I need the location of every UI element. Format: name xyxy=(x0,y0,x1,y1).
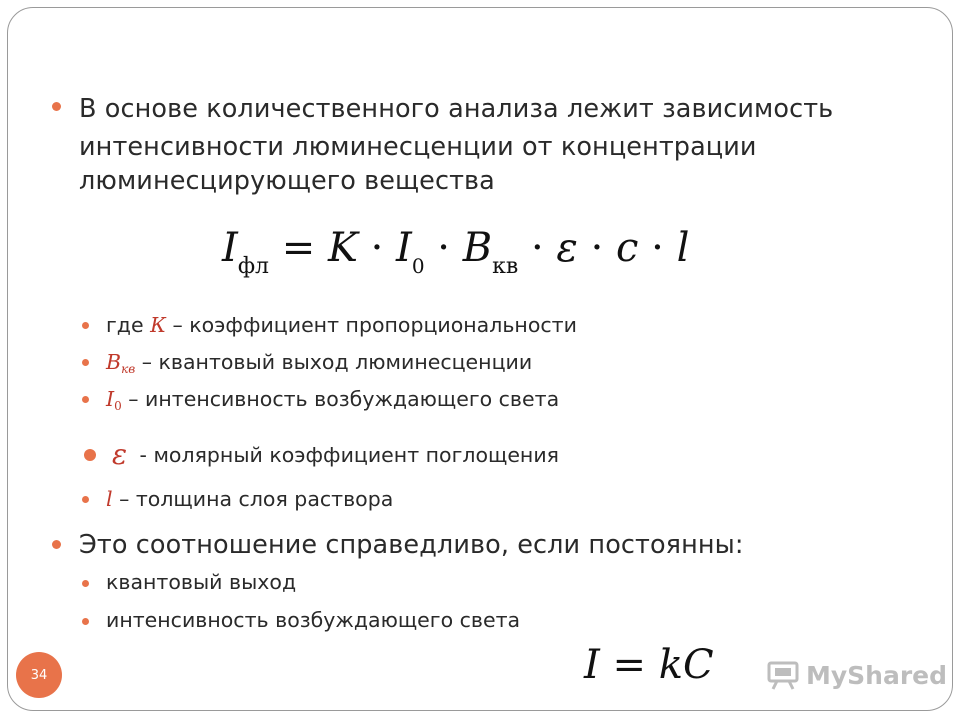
formula-I: I xyxy=(584,642,600,688)
presentation-icon xyxy=(766,658,800,692)
luminescence-formula xyxy=(222,225,689,279)
formula-B: B xyxy=(462,225,493,271)
formula-I0-sub: 0 xyxy=(411,254,425,278)
definition-symbol: К xyxy=(150,313,166,337)
bullet-dot xyxy=(82,396,89,403)
definition-symbol: В xyxy=(106,350,122,374)
definition-symbol: l xyxy=(106,487,113,511)
bullet-dot xyxy=(52,102,61,111)
definition-subscript: 0 xyxy=(114,399,122,413)
page-number-badge: 34 xyxy=(16,652,62,698)
condition-statement: Это соотношение справедливо, если постоянны: xyxy=(79,530,744,560)
main-statement-line-1: В основе количественного анализа лежит зависимость xyxy=(79,94,834,124)
definition-text: – интенсивность возбуждающего света xyxy=(121,387,560,411)
formula-I: I xyxy=(222,225,238,271)
bullet-dot xyxy=(84,449,96,461)
bullet-dot xyxy=(82,580,89,587)
formula-k: k xyxy=(658,642,684,688)
formula-dot: · xyxy=(357,225,397,271)
definition-text: - молярный коэффициент поглощения xyxy=(133,443,559,467)
definition-subscript: кв xyxy=(121,362,136,376)
formula-epsilon: ε xyxy=(556,225,578,271)
bullet-dot xyxy=(82,496,89,503)
condition-item: интенсивность возбуждающего света xyxy=(106,608,521,632)
bullet-dot xyxy=(82,618,89,625)
definition-item xyxy=(112,438,559,471)
proportionality-formula xyxy=(584,642,714,688)
formula-equals: = xyxy=(599,642,659,688)
main-statement xyxy=(79,90,833,200)
formula-l: l xyxy=(676,225,690,271)
watermark xyxy=(766,658,947,692)
definition-item xyxy=(106,311,577,339)
definition-text: – коэффициент пропорциональности xyxy=(165,313,577,337)
formula-dot: · xyxy=(424,225,463,271)
formula-dot: · xyxy=(518,225,557,271)
formula-I0: I xyxy=(396,225,412,271)
formula-c: c xyxy=(616,225,639,271)
formula-B-sub: кв xyxy=(492,254,519,279)
definition-symbol: I xyxy=(106,387,115,411)
condition-item: квантовый выход xyxy=(106,570,297,594)
formula-dot: · xyxy=(577,225,617,271)
formula-dot: · xyxy=(638,225,677,271)
bullet-dot xyxy=(82,359,89,366)
definition-text: – квантовый выход люминесценции xyxy=(135,350,533,374)
main-statement-line-2: интенсивности люминесценции от концентрации xyxy=(79,132,757,162)
definition-item xyxy=(106,485,393,513)
main-statement-line-3: люминесцирующего вещества xyxy=(79,166,495,196)
bullet-dot xyxy=(52,540,61,549)
bullet-dot xyxy=(82,322,89,329)
definition-text: – толщина слоя раствора xyxy=(112,487,394,511)
formula-C: C xyxy=(683,642,714,688)
definition-prefix: где xyxy=(106,313,151,337)
watermark-text: MyShared xyxy=(806,660,948,690)
formula-equals: = xyxy=(269,225,328,271)
definition-item xyxy=(106,348,532,383)
definition-symbol: ε xyxy=(112,438,128,471)
definition-item xyxy=(106,385,559,420)
formula-I-sub: фл xyxy=(237,254,270,279)
formula-K: K xyxy=(327,225,358,271)
